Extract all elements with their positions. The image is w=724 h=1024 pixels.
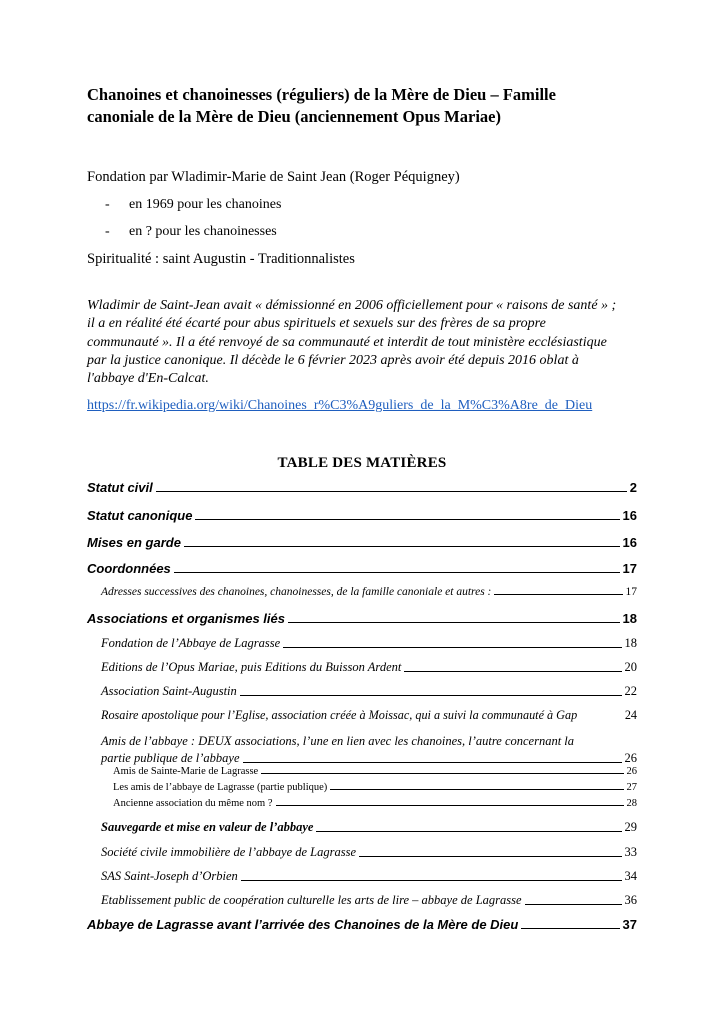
toc-entry[interactable] <box>87 611 637 626</box>
toc-entry[interactable] <box>87 561 637 576</box>
toc-leader <box>261 772 623 774</box>
toc-entry[interactable] <box>87 917 637 932</box>
toc-entry-page: 20 <box>624 660 637 674</box>
toc-entry[interactable] <box>87 508 637 523</box>
toc-entry[interactable] <box>101 708 637 723</box>
toc-entry-label: Statut canonique <box>87 508 193 523</box>
toc-entry-page: 17 <box>625 586 637 598</box>
toc-entry-label: Coordonnées <box>87 561 171 576</box>
toc-entry-page: 2 <box>629 480 637 495</box>
quote-line: par la justice canonique. Il décède le 6 février 2023 après avoir été depuis 2016 oblat à <box>87 352 579 368</box>
toc-entry-page: 16 <box>622 508 637 523</box>
toc-entry-page: 18 <box>624 636 637 650</box>
toc-entry-label: partie publique de l’abbaye <box>101 751 240 765</box>
toc-entry[interactable] <box>87 535 637 550</box>
toc-entry-page: 37 <box>622 917 637 932</box>
toc-entry-page: 28 <box>626 798 637 809</box>
toc-leader <box>243 762 622 763</box>
toc-leader <box>283 646 621 648</box>
toc-leader <box>276 804 624 806</box>
toc-entry-label: Rosaire apostolique pour l’Eglise, association créée à Moissac, qui a suivi la communauté à Gap <box>101 708 578 722</box>
toc-entry-page: 26 <box>626 766 637 777</box>
toc-entry-label: Editions de l’Opus Mariae, puis Editions du Buisson Ardent <box>101 660 402 674</box>
bullet-item <box>105 223 277 241</box>
toc-entry-second-line <box>101 750 637 767</box>
title-line-2: canoniale de la Mère de Dieu (anciennement Opus Mariae) <box>87 107 501 126</box>
toc-entry-page: 17 <box>622 561 637 576</box>
toc-leader <box>494 593 622 595</box>
toc-leader <box>316 830 621 832</box>
quote-line: il a en réalité été écarté pour abus spirituels et sexuels sur des frères de sa propre <box>87 316 546 332</box>
toc-leader <box>240 694 622 696</box>
toc-entry[interactable] <box>101 893 637 908</box>
toc-leader <box>156 490 627 492</box>
toc-leader <box>241 879 622 881</box>
toc-entry-page: 18 <box>622 611 637 626</box>
toc-entry[interactable] <box>113 782 637 793</box>
toc-entry[interactable] <box>101 636 637 651</box>
toc-leader <box>521 927 619 929</box>
toc-entry[interactable] <box>101 660 637 675</box>
toc-entry-two-line[interactable] <box>101 733 637 767</box>
quote-line: Wladimir de Saint-Jean avait « démissionné en 2006 officiellement pour « raisons de santé » ; <box>87 298 617 313</box>
toc-entry-label: Association Saint-Augustin <box>101 684 237 698</box>
spirituality-text: Spiritualité : saint Augustin - Traditionnalistes <box>87 251 355 267</box>
bullet-dash: - <box>105 197 110 212</box>
toc-entry-label: SAS Saint-Joseph d’Orbien <box>101 869 238 883</box>
toc-entry-page: 26 <box>624 751 637 765</box>
toc-entry-page: 22 <box>624 684 637 698</box>
toc-leader <box>525 903 622 905</box>
toc-leader <box>195 518 619 520</box>
bullet-item <box>105 196 281 214</box>
toc-leader <box>359 855 621 857</box>
toc-entry[interactable] <box>101 586 637 598</box>
toc-entry[interactable] <box>113 798 637 809</box>
toc-entry-label: Abbaye de Lagrasse avant l’arrivée des Chanoines de la Mère de Dieu <box>87 917 519 932</box>
title-line-1: Chanoines et chanoinesses (réguliers) de la Mère de Dieu – Famille <box>87 85 556 104</box>
toc-entry-page: 36 <box>624 893 637 907</box>
toc-entry-label: Fondation de l’Abbaye de Lagrasse <box>101 636 281 650</box>
toc-leader <box>580 719 622 720</box>
toc-entry-label: Etablissement public de coopération culturelle les arts de lire – abbaye de Lagrasse <box>101 893 522 907</box>
toc-entry[interactable] <box>101 845 637 860</box>
toc-entry-page: 27 <box>626 782 637 793</box>
quote-line: communauté ». Il a été renvoyé de sa communauté et interdit de tout ministère ecclésiastique <box>87 334 607 350</box>
toc-entry-label: Ancienne association du même nom ? <box>113 798 273 809</box>
quote-line: l'abbaye d'En-Calcat. <box>87 371 209 387</box>
bullet-text: en ? pour les chanoinesses <box>129 224 277 239</box>
toc-entry[interactable] <box>101 820 637 835</box>
toc-entry-label: Société civile immobilière de l’abbaye de Lagrasse <box>101 845 357 859</box>
toc-entry-page: 29 <box>624 820 637 834</box>
toc-entry-label: Statut civil <box>87 480 153 495</box>
wikipedia-link[interactable]: https://fr.wikipedia.org/wiki/Chanoines_r%C3%A9guliers_de_la_M%C3%A8re_de_Dieu <box>87 398 593 413</box>
toc-title: TABLE DES MATIÈRES <box>277 455 447 471</box>
toc-entry-label: Sauvegarde et mise en valeur de l’abbaye <box>101 820 314 834</box>
toc-entry-page: 34 <box>624 869 637 883</box>
toc-leader <box>184 545 620 547</box>
toc-leader <box>288 621 620 623</box>
toc-entry[interactable] <box>113 766 637 777</box>
document-title <box>87 84 647 128</box>
toc-entry-label: Mises en garde <box>87 535 181 550</box>
toc-entry-label: Adresses successives des chanoines, chanoinesses, de la famille canoniale et autres : <box>101 586 492 598</box>
toc-entry-page: 33 <box>624 845 637 859</box>
toc-entry[interactable] <box>101 869 637 884</box>
toc-entry[interactable] <box>87 480 637 495</box>
toc-entry-label: Les amis de l’abbaye de Lagrasse (partie publique) <box>113 782 328 793</box>
toc-leader <box>404 670 621 672</box>
toc-entry[interactable] <box>101 684 637 699</box>
bullet-text: en 1969 pour les chanoines <box>129 197 282 212</box>
toc-leader <box>330 788 623 790</box>
quote-block <box>87 297 647 388</box>
toc-entry-page: 16 <box>622 535 637 550</box>
toc-leader <box>174 571 620 573</box>
bullet-dash: - <box>105 224 110 239</box>
foundation-text: Fondation par Wladimir-Marie de Saint Jean (Roger Péquigney) <box>87 169 460 185</box>
toc-entry-label: Associations et organismes liés <box>87 611 285 626</box>
toc-entry-label: Amis de Sainte-Marie de Lagrasse <box>113 766 259 777</box>
toc-entry-page: 24 <box>624 708 637 722</box>
toc-entry-label: Amis de l’abbaye : DEUX associations, l’une en lien avec les chanoines, l’autre concernant la <box>101 734 575 748</box>
